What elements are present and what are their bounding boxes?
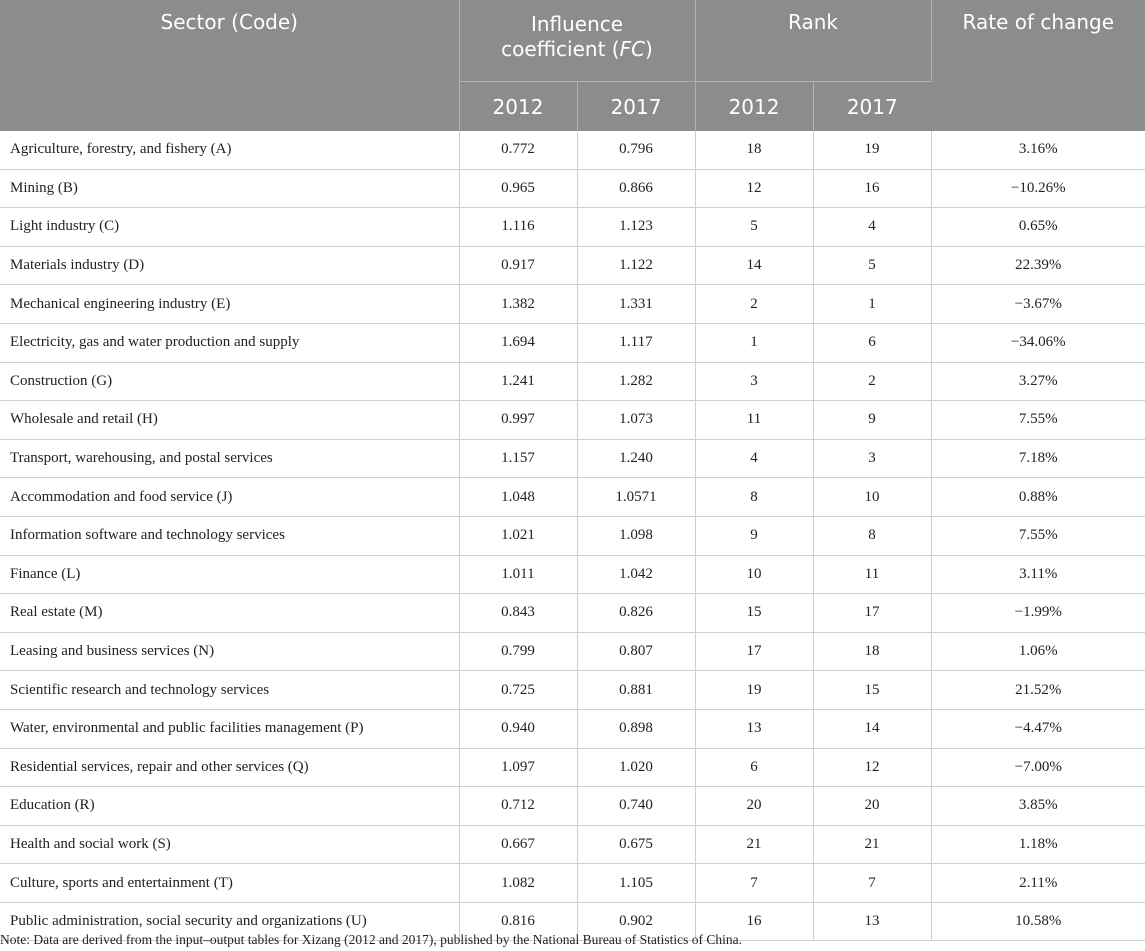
fc-2012-cell: 0.725: [459, 671, 577, 710]
fc-2017-cell: 1.282: [577, 362, 695, 401]
rank-2012-cell: 1: [695, 323, 813, 362]
rank-2012-cell: 18: [695, 131, 813, 169]
table-row: [0, 246, 1145, 285]
sector-cell: Electricity, gas and water production and supply: [0, 323, 459, 362]
table-row: [0, 864, 1145, 903]
rank-2017-cell: 11: [813, 555, 931, 594]
fc-2012-cell: 1.241: [459, 362, 577, 401]
rate-of-change-cell: 2.11%: [931, 864, 1145, 903]
fc-2017-cell: 0.902: [577, 902, 695, 941]
table-header: [0, 0, 1145, 131]
sector-cell: Scientific research and technology services: [0, 671, 459, 710]
rate-of-change-cell: 1.06%: [931, 632, 1145, 671]
sector-cell: Agriculture, forestry, and fishery (A): [0, 131, 459, 169]
fc-2017-cell: 1.0571: [577, 478, 695, 517]
rank-2012-cell: 10: [695, 555, 813, 594]
sector-cell: Mechanical engineering industry (E): [0, 285, 459, 324]
header-rank-2012: 2012: [695, 82, 813, 132]
rank-2017-cell: 17: [813, 594, 931, 633]
fc-2017-cell: 0.675: [577, 825, 695, 864]
rate-of-change-cell: 21.52%: [931, 671, 1145, 710]
fc-2017-cell: 0.898: [577, 709, 695, 748]
sector-cell: Wholesale and retail (H): [0, 401, 459, 440]
rank-2012-cell: 13: [695, 709, 813, 748]
rank-2017-cell: 15: [813, 671, 931, 710]
rate-of-change-cell: 0.65%: [931, 208, 1145, 247]
fc-2017-cell: 0.807: [577, 632, 695, 671]
rank-2017-cell: 2: [813, 362, 931, 401]
rank-2017-cell: 4: [813, 208, 931, 247]
header-influence-fc: FC: [619, 37, 646, 61]
rank-2017-cell: 13: [813, 902, 931, 941]
rank-2012-cell: 5: [695, 208, 813, 247]
rank-2012-cell: 11: [695, 401, 813, 440]
rate-of-change-cell: 3.85%: [931, 787, 1145, 826]
fc-2012-cell: 1.157: [459, 439, 577, 478]
rate-of-change-cell: 7.55%: [931, 401, 1145, 440]
fc-2017-cell: 0.881: [577, 671, 695, 710]
table-row: [0, 516, 1145, 555]
header-sector: Sector (Code): [0, 0, 459, 131]
table-row: [0, 632, 1145, 671]
sector-cell: Mining (B): [0, 169, 459, 208]
rank-2012-cell: 8: [695, 478, 813, 517]
sector-cell: Education (R): [0, 787, 459, 826]
fc-2017-cell: 1.042: [577, 555, 695, 594]
rank-2017-cell: 6: [813, 323, 931, 362]
fc-2012-cell: 1.116: [459, 208, 577, 247]
sector-cell: Leasing and business services (N): [0, 632, 459, 671]
rank-2017-cell: 21: [813, 825, 931, 864]
fc-2012-cell: 0.997: [459, 401, 577, 440]
fc-2012-cell: 0.667: [459, 825, 577, 864]
rank-2017-cell: 20: [813, 787, 931, 826]
fc-2017-cell: 0.740: [577, 787, 695, 826]
sector-cell: Construction (G): [0, 362, 459, 401]
sector-cell: Water, environmental and public facilities management (P): [0, 709, 459, 748]
table-row: [0, 555, 1145, 594]
rate-of-change-cell: 10.58%: [931, 902, 1145, 941]
fc-2017-cell: 0.826: [577, 594, 695, 633]
rate-of-change-cell: −1.99%: [931, 594, 1145, 633]
table-row: [0, 362, 1145, 401]
rate-of-change-cell: −10.26%: [931, 169, 1145, 208]
rate-of-change-cell: −34.06%: [931, 323, 1145, 362]
rank-2017-cell: 12: [813, 748, 931, 787]
fc-2012-cell: 1.382: [459, 285, 577, 324]
rank-2017-cell: 10: [813, 478, 931, 517]
rate-of-change-cell: 7.55%: [931, 516, 1145, 555]
fc-2017-cell: 1.331: [577, 285, 695, 324]
fc-2017-cell: 1.020: [577, 748, 695, 787]
rank-2012-cell: 6: [695, 748, 813, 787]
rate-of-change-cell: −7.00%: [931, 748, 1145, 787]
fc-2012-cell: 0.843: [459, 594, 577, 633]
sector-cell: Information software and technology services: [0, 516, 459, 555]
rank-2017-cell: 8: [813, 516, 931, 555]
header-influence-suffix: ): [645, 37, 653, 61]
table-row: [0, 709, 1145, 748]
fc-2012-cell: 1.082: [459, 864, 577, 903]
sector-cell: Culture, sports and entertainment (T): [0, 864, 459, 903]
fc-2017-cell: 0.796: [577, 131, 695, 169]
rate-of-change-cell: 3.16%: [931, 131, 1145, 169]
rank-2012-cell: 21: [695, 825, 813, 864]
rate-of-change-cell: 0.88%: [931, 478, 1145, 517]
sector-cell: Real estate (M): [0, 594, 459, 633]
sector-cell: Accommodation and food service (J): [0, 478, 459, 517]
fc-2012-cell: 1.011: [459, 555, 577, 594]
fc-2017-cell: 1.117: [577, 323, 695, 362]
table-row: [0, 208, 1145, 247]
fc-2012-cell: 0.772: [459, 131, 577, 169]
rank-2012-cell: 17: [695, 632, 813, 671]
fc-2012-cell: 0.965: [459, 169, 577, 208]
table-row: [0, 131, 1145, 169]
table-row: [0, 825, 1145, 864]
rank-2017-cell: 16: [813, 169, 931, 208]
rank-2017-cell: 18: [813, 632, 931, 671]
sector-cell: Health and social work (S): [0, 825, 459, 864]
rate-of-change-cell: 3.27%: [931, 362, 1145, 401]
rank-2012-cell: 19: [695, 671, 813, 710]
header-influence-prefix: Influence: [530, 12, 624, 36]
rank-2017-cell: 9: [813, 401, 931, 440]
fc-2012-cell: 0.940: [459, 709, 577, 748]
rank-2017-cell: 14: [813, 709, 931, 748]
rank-2012-cell: 3: [695, 362, 813, 401]
header-fc-2017: 2017: [577, 82, 695, 132]
table-row: [0, 748, 1145, 787]
rank-2017-cell: 19: [813, 131, 931, 169]
table-row: [0, 285, 1145, 324]
table-note: Note: Data are derived from the input–output tables for Xizang (2012 and 2017), published by the National Bureau of Statistics of China.: [0, 932, 742, 947]
sector-cell: Residential services, repair and other services (Q): [0, 748, 459, 787]
fc-2017-cell: 1.240: [577, 439, 695, 478]
sector-cell: Materials industry (D): [0, 246, 459, 285]
sector-cell: Light industry (C): [0, 208, 459, 247]
fc-2012-cell: 1.694: [459, 323, 577, 362]
fc-2012-cell: 0.712: [459, 787, 577, 826]
rate-of-change-cell: −3.67%: [931, 285, 1145, 324]
rank-2012-cell: 16: [695, 902, 813, 941]
rate-of-change-cell: 3.11%: [931, 555, 1145, 594]
fc-2017-cell: 1.073: [577, 401, 695, 440]
fc-2012-cell: 0.816: [459, 902, 577, 941]
table-row: [0, 401, 1145, 440]
sector-cell: Finance (L): [0, 555, 459, 594]
fc-2017-cell: 1.123: [577, 208, 695, 247]
header-rank: Rank: [695, 0, 931, 82]
rank-2012-cell: 4: [695, 439, 813, 478]
rate-of-change-cell: 22.39%: [931, 246, 1145, 285]
rank-2012-cell: 14: [695, 246, 813, 285]
fc-2012-cell: 1.048: [459, 478, 577, 517]
rank-2012-cell: 12: [695, 169, 813, 208]
table-row: [0, 594, 1145, 633]
header-fc-2012: 2012: [459, 82, 577, 132]
table-row: [0, 478, 1145, 517]
rank-2012-cell: 7: [695, 864, 813, 903]
rank-2017-cell: 7: [813, 864, 931, 903]
table-row: [0, 671, 1145, 710]
rank-2012-cell: 9: [695, 516, 813, 555]
table-row: [0, 439, 1145, 478]
rank-2012-cell: 20: [695, 787, 813, 826]
header-rate-of-change: Rate of change: [931, 0, 1145, 131]
table-body: [0, 131, 1145, 941]
fc-2017-cell: 1.105: [577, 864, 695, 903]
rank-2012-cell: 2: [695, 285, 813, 324]
rank-2017-cell: 1: [813, 285, 931, 324]
table-row: [0, 787, 1145, 826]
sector-cell: Transport, warehousing, and postal services: [0, 439, 459, 478]
rank-2012-cell: 15: [695, 594, 813, 633]
rate-of-change-cell: −4.47%: [931, 709, 1145, 748]
table-row: [0, 169, 1145, 208]
fc-2012-cell: 1.097: [459, 748, 577, 787]
fc-2017-cell: 0.866: [577, 169, 695, 208]
sector-cell: Public administration, social security and organizations (U): [0, 902, 459, 941]
header-rank-2017: 2017: [813, 82, 931, 132]
fc-2017-cell: 1.098: [577, 516, 695, 555]
fc-2017-cell: 1.122: [577, 246, 695, 285]
rank-2017-cell: 5: [813, 246, 931, 285]
fc-2012-cell: 0.917: [459, 246, 577, 285]
rate-of-change-cell: 7.18%: [931, 439, 1145, 478]
table-row: [0, 323, 1145, 362]
header-influence-line2: coefficient (: [501, 37, 620, 61]
header-influence-coefficient: [459, 0, 695, 82]
rate-of-change-cell: 1.18%: [931, 825, 1145, 864]
rank-2017-cell: 3: [813, 439, 931, 478]
fc-2012-cell: 0.799: [459, 632, 577, 671]
fc-2012-cell: 1.021: [459, 516, 577, 555]
